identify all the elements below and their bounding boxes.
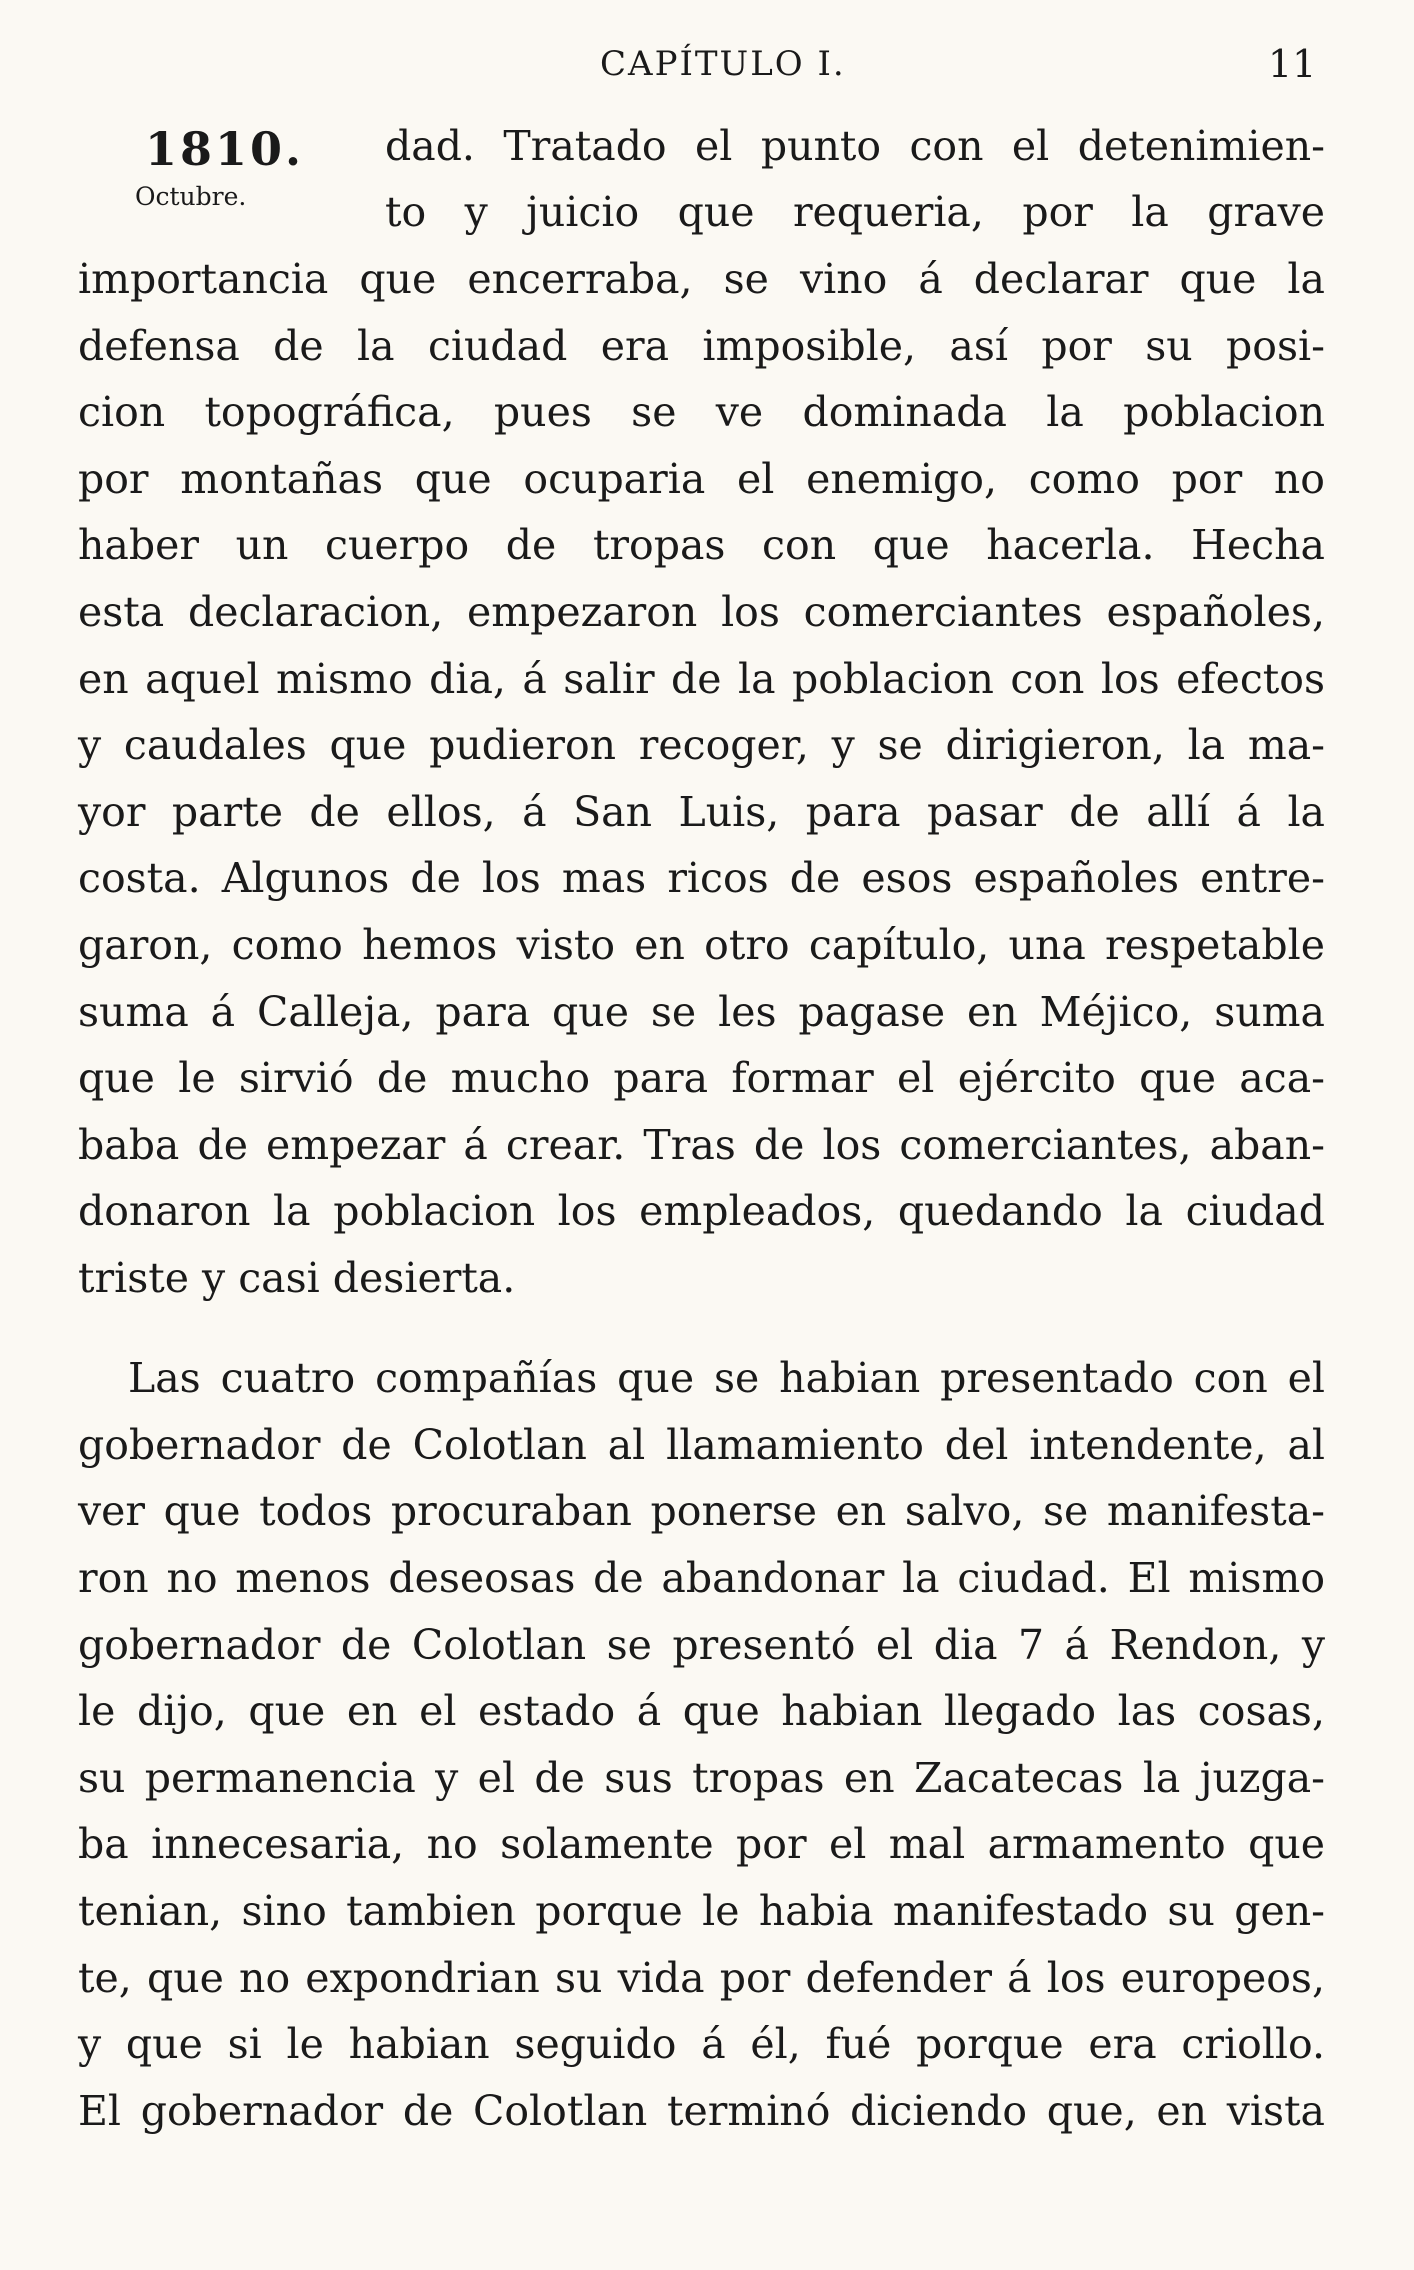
text-line: y que si le habian seguido á él, fué porque era criollo. [78,2020,1325,2068]
text-line: ver que todos procuraban ponerse en salvo, se manifesta- [78,1487,1325,1535]
text-line: por montañas que ocuparia el enemigo, como por no [78,455,1325,503]
text-line: to y juicio que requeria, por la grave [385,188,1325,236]
text-line: suma á Calleja, para que se les pagase en Méjico, suma [78,988,1325,1036]
text-line: cion topográfica, pues se ve dominada la poblacion [78,388,1325,436]
text-line: te, que no expondrian su vida por defender á los europeos, [78,1954,1325,2002]
text-line: triste y casi desierta. [78,1254,516,1302]
text-line: defensa de la ciudad era imposible, así por su posi- [78,322,1325,370]
text-line: tenian, sino tambien porque le habia manifestado su gen- [78,1887,1325,1935]
text-line: garon, como hemos visto en otro capítulo, una respetable [78,921,1325,969]
margin-note-year: 1810. [145,122,305,176]
text-line: ron no menos deseosas de abandonar la ciudad. El mismo [78,1554,1325,1602]
text-line: haber un cuerpo de tropas con que hacerla. Hecha [78,521,1325,569]
text-line: gobernador de Colotlan se presentó el dia 7 á Rendon, y [78,1621,1325,1669]
text-line: donaron la poblacion los empleados, quedando la ciudad [78,1187,1325,1235]
page-number: 11 [1268,42,1317,86]
text-line: dad. Tratado el punto con el detenimien- [385,122,1325,170]
text-line: esta declaracion, empezaron los comerciantes españoles, [78,588,1325,636]
text-line: gobernador de Colotlan al llamamiento del intendente, al [78,1421,1325,1469]
text-line: en aquel mismo dia, á salir de la poblacion con los efectos [78,655,1325,703]
text-line: le dijo, que en el estado á que habian llegado las cosas, [78,1687,1325,1735]
text-line: importancia que encerraba, se vino á declarar que la [78,255,1325,303]
text-line: Las cuatro compañías que se habian presentado con el [128,1354,1325,1402]
text-line: y caudales que pudieron recoger, y se dirigieron, la ma- [78,721,1325,769]
text-line: que le sirvió de mucho para formar el ejército que aca- [78,1054,1325,1102]
text-line: baba de empezar á crear. Tras de los comerciantes, aban- [78,1121,1325,1169]
text-line: costa. Algunos de los mas ricos de esos españoles entre- [78,854,1325,902]
text-line: ba innecesaria, no solamente por el mal armamento que [78,1820,1325,1868]
running-header: CAPÍTULO I. [600,44,846,84]
margin-note-month: Octubre. [135,182,247,211]
text-line: yor parte de ellos, á San Luis, para pasar de allí á la [78,788,1325,836]
text-line: su permanencia y el de sus tropas en Zacatecas la juzga- [78,1754,1325,1802]
text-line: El gobernador de Colotlan terminó diciendo que, en vista [78,2087,1325,2135]
